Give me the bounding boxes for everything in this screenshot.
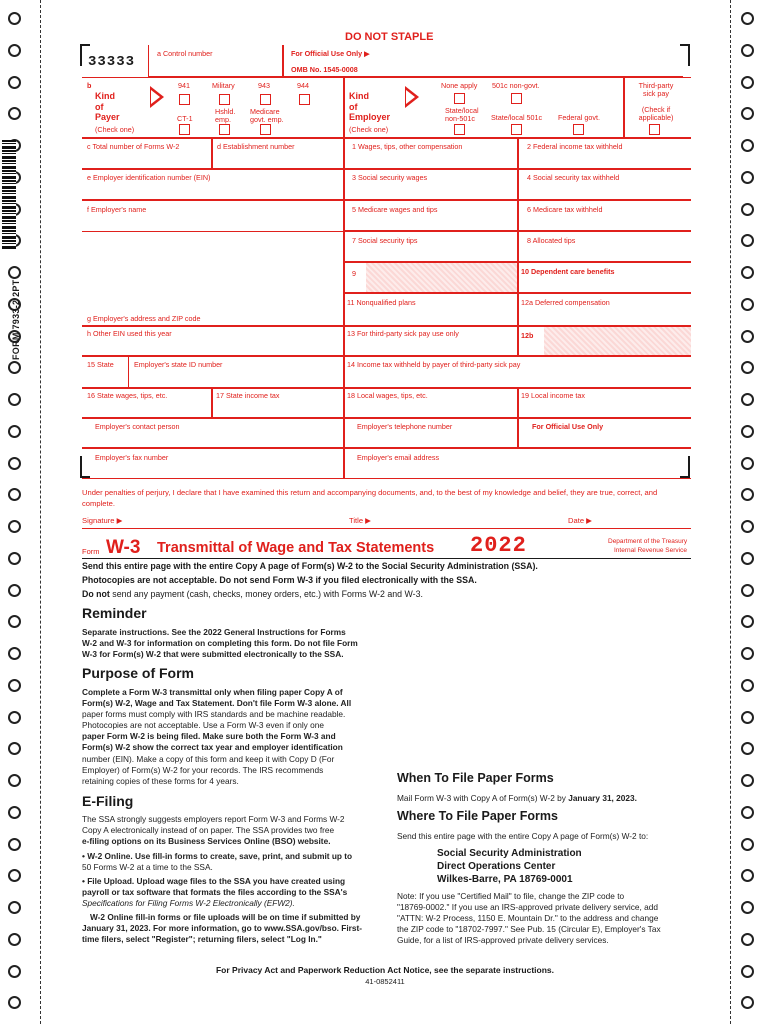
checkbox-state-non501c[interactable] [454,124,465,135]
instruction-line-1: Send this entire page with the entire Copy A page of Form(s) W-2 to the Social Security Administration (SSA). [82,561,538,571]
form-bottom-rule [82,478,691,479]
efiling-line: The SSA strongly suggests employers report Form W-3 and Forms W-2 [82,814,345,824]
emp-opt-state-501c: State/local 501c [491,113,543,122]
feed-hole [8,425,21,438]
checkbox-none-apply[interactable] [454,93,465,104]
feed-hole [741,520,754,533]
checkbox-third-party[interactable] [649,124,660,135]
kind-of-payer-label: Kind of Payer [95,91,120,122]
payer-code-hshld: Hshld. emp. [215,107,236,124]
efiling-closing-line: W-2 Online fill-in forms or file uploads will be on time if submitted by [90,912,361,922]
when-date: January 31, 2023. [568,793,637,803]
feed-hole [8,44,21,57]
instruction-line-3-text: send any payment (cash, checks, money orders, etc.) with Forms W-2 and W-3. [109,589,423,599]
feed-hole [8,742,21,755]
emp-opt-none: None apply [441,81,478,90]
form-year: 2022 [470,533,527,558]
instruction-line-2: Photocopies are not acceptable. Do not send Form W-3 if you filed electronically with the SSA. [82,575,477,585]
payer-code-medicare: Medicare govt. emp. [250,107,284,124]
efiling-closing [82,912,362,945]
checkbox-ct1[interactable] [179,124,190,135]
employer-check-one: (Check one) [349,125,389,134]
feed-hole [8,996,21,1009]
email-label: Employer's email address [357,453,440,462]
when-text-main: Mail Form W-3 with Copy A of Form(s) W-2 by [397,793,569,803]
box-15-label: 15 State [87,360,114,369]
official-use-label: For Official Use Only ▶ [291,49,370,58]
feed-hole [741,171,754,184]
box-h-label: h Other EIN used this year [87,329,172,338]
where-note [397,891,661,946]
emp-opt-federal: Federal govt. [558,113,600,122]
when-text [397,793,637,804]
feed-hole [8,552,21,565]
box-4-label: 4 Social security tax withheld [527,173,620,182]
address-line: Direct Operations Center [437,861,556,872]
checkbox-military[interactable] [219,94,230,105]
feed-hole [741,996,754,1009]
box-15-divider [128,356,129,388]
control-number-label: a Control number [157,49,213,58]
feed-hole [741,139,754,152]
reminder-line: W-2 and W-3 for information on completing this form. Do not file Form [82,638,358,649]
efiling-closing-line: January 31, 2023. For more information, go to www.SSA.gov/bso. First- [82,923,362,934]
purpose-heading: Purpose of Form [82,665,195,681]
ssa-address [437,847,582,886]
feed-hole [8,774,21,787]
do-not-staple: DO NOT STAPLE [345,31,434,43]
purpose-line: paper forms must comply with IRS standards and be machine readable. [82,709,346,720]
box-9-label: 9 [352,269,356,278]
payer-code-941: 941 [178,81,190,90]
efiling-text [82,814,345,847]
feed-hole [8,679,21,692]
third-party-note: (Check if applicable) [638,105,674,122]
feed-hole [741,552,754,565]
side-barcode [2,140,16,250]
feed-hole [8,647,21,660]
purpose-text [82,687,351,787]
signature-line[interactable] [82,528,691,529]
where-text: Send this entire page with the entire Copy A page of Form(s) W-2 to: [397,831,649,841]
payer-code-943: 943 [258,81,270,90]
box-18-label: 18 Local wages, tips, etc. [347,391,428,400]
note-line: Note: If you use "Certified Mail" to file, change the ZIP code to [397,891,625,901]
feed-hole [741,457,754,470]
feed-hole [741,393,754,406]
feed-hole [741,266,754,279]
feed-hole [741,488,754,501]
box-15-state-id-label: Employer's state ID number [134,360,223,369]
feed-hole [741,838,754,851]
feed-hole [741,679,754,692]
checkbox-941[interactable] [179,94,190,105]
box-f-divider [82,231,344,232]
address-line: Social Security Administration [437,848,582,859]
efiling-heading: E-Filing [82,793,134,809]
form-number: W-3 [106,537,141,558]
box-1-label: 1 Wages, tips, other compensation [352,142,463,151]
efiling-bullet-line: • W-2 Online. Use fill-in forms to create, save, print, and submit up to [82,851,353,861]
feed-hole [741,107,754,120]
box-c-label: c Total number of Forms W-2 [87,142,180,151]
feed-hole [8,933,21,946]
feed-hole [741,584,754,597]
signature-label: Signature ▶ [82,516,123,525]
box-19-label: 19 Local income tax [521,391,585,400]
right-perforation [730,0,731,1024]
where-heading: Where To File Paper Forms [397,809,558,823]
efiling-bullet-line: payroll or tax software that formats the files according to the SSA's [82,887,348,898]
title-rule [82,558,691,559]
feed-hole [8,76,21,89]
form-title: Transmittal of Wage and Tax Statements [157,540,435,556]
emp-opt-state-non501c: State/local non-501c [445,106,479,123]
box-5-label: 5 Medicare wages and tips [352,205,438,214]
omb-number: OMB No. 1545-0008 [291,65,358,74]
box-16-label: 16 State wages, tips, etc. [87,391,168,400]
feed-hole [8,107,21,120]
emp-opt-501c: 501c non-govt. [492,81,540,90]
purpose-line: Photocopies are not acceptable. Use a Form W-3 even if only one [82,720,324,731]
box-f-g[interactable] [82,200,344,326]
feed-hole [8,12,21,25]
feed-hole [741,298,754,311]
instruction-line-3-emph: Do not [82,589,110,599]
box-6-label: 6 Medicare tax withheld [527,205,603,214]
instruction-line-3 [82,589,423,599]
efiling-closing-line: time filers, select "Register"; returning filers, select "Log In." [82,934,322,945]
box-14-label: 14 Income tax withheld by payer of third-party sick pay [347,360,521,369]
checkbox-state-501c[interactable] [511,124,522,135]
feed-hole [8,584,21,597]
box-g-label: g Employer's address and ZIP code [87,314,201,323]
feed-hole [741,647,754,660]
reminder-text [82,627,358,660]
note-line: "18769-0002." If you use an IRS-approved private delivery service, add [397,902,658,913]
checkbox-944[interactable] [299,94,310,105]
box-b-letter: b [87,81,92,90]
payer-code-944: 944 [297,81,309,90]
form-word: Form [82,547,100,556]
feed-hole [741,742,754,755]
feed-hole [741,76,754,89]
box-12a-label: 12a Deferred compensation [521,298,610,307]
reminder-heading: Reminder [82,605,147,621]
feed-hole [8,615,21,628]
feed-hole [741,901,754,914]
title-label: Title ▶ [349,516,372,525]
right-feed-holes [741,0,761,1024]
feed-hole [8,488,21,501]
kind-of-employer-label: Kind of Employer [349,91,391,122]
efiling-bullet-2 [82,876,347,909]
box-11-label: 11 Nonqualified plans [347,298,416,307]
feed-hole [741,12,754,25]
efiling-line: Copy A electronically instead of on paper. The SSA provides two free [82,825,335,836]
efiling-bullet-line: Specifications for Filing Forms W-2 Electronically (EFW2). [82,898,295,909]
reminder-line: Separate instructions. See the 2022 General Instructions for Forms [82,627,346,637]
payer-code-ct1: CT-1 [177,114,193,123]
purpose-line: retaining copies of these forms for 4 years. [82,775,239,786]
efiling-bullet-1 [82,851,352,873]
feed-hole [8,806,21,819]
note-line: the ZIP code to "18702-7997." See Pub. 15 (Circular E), Employer's Tax [397,924,661,935]
box-17-label: 17 State income tax [216,391,280,400]
purpose-line: paper Form W-2 is being filed. Make sure both the Form W-3 and [82,731,336,742]
payer-check-one: (Check one) [95,125,135,134]
purpose-line: Employer) of Form(s) W-2 for your records. The IRS recommends [82,764,324,775]
feed-hole [741,425,754,438]
note-line: Guide, for a list of IRS-approved private delivery services. [397,935,609,946]
feed-hole [741,615,754,628]
feed-hole [8,838,21,851]
box-8-label: 8 Allocated tips [527,236,576,245]
feed-hole [741,933,754,946]
feed-hole [741,44,754,57]
feed-hole [8,869,21,882]
side-form-label: FORM 7933-2 2PT [11,279,21,360]
privacy-notice: For Privacy Act and Paperwork Reduction Act Notice, see the separate instructions. [215,965,555,975]
feed-hole [741,203,754,216]
box-10-label: 10 Dependent care benefits [521,267,615,276]
address-line: Wilkes-Barre, PA 18769-0001 [437,874,573,885]
checkbox-hshld[interactable] [219,124,230,135]
box-13-label: 13 For third-party sick pay use only [347,329,459,338]
checkbox-501c-nongovt[interactable] [511,93,522,104]
checkbox-medicare[interactable] [260,124,271,135]
irs-label: Internal Revenue Service [614,547,687,554]
feed-hole [8,361,21,374]
control-number-code: 33333 [88,54,136,70]
fax-label: Employer's fax number [95,453,169,462]
purpose-line: Form(s) W-2, Wage and Tax Statement. Don't file Form W-3 alone. All [82,698,352,709]
payer-arrow-icon [150,86,164,108]
purpose-line: number (EIN). Make a copy of this form and keep it with Copy D (For [82,753,335,764]
box-9 [344,262,518,293]
feed-hole [741,330,754,343]
efiling-bullet-line: • File Upload. Upload wage files to the SSA you have created using [82,876,346,886]
employer-arrow-icon [405,86,419,108]
box-2-label: 2 Federal income tax withheld [527,142,623,151]
feed-hole [8,457,21,470]
feed-hole [741,711,754,724]
box-e-label: e Employer identification number (EIN) [87,173,211,182]
contact-person-label: Employer's contact person [95,422,180,431]
perjury-statement: Under penalties of perjury, I declare that I have examined this return and accompanying documents, and, to the best of my knowledge and belief, they are true, correct, and complete. [82,488,658,508]
box-3-label: 3 Social security wages [352,173,428,182]
box-7-label: 7 Social security tips [352,236,418,245]
feed-hole [741,869,754,882]
third-party-label: Third-party sick pay [638,81,674,98]
payer-code-military: Military [212,81,235,90]
telephone-label: Employer's telephone number [357,422,453,431]
box-12b-label: 12b [521,331,534,340]
checkbox-federal-govt[interactable] [573,124,584,135]
box-d-label: d Establishment number [217,142,295,151]
date-label: Date ▶ [568,516,592,525]
purpose-line: Form(s) W-2 show the correct tax year and employer identification [82,742,343,753]
feed-hole [741,806,754,819]
dept-treasury: Department of the Treasury [608,538,688,545]
feed-hole [8,711,21,724]
catalog-number: 41-0852411 [365,977,405,986]
note-line: "ATTN: W-2 Process, 1150 E. Mountain Dr." to the address and change [397,913,659,924]
official-use-2-label: For Official Use Only [532,422,604,431]
efiling-line: e-filing options on its Business Services Online (BSO) website. [82,836,331,847]
efiling-bullet-line: 50 Forms W-2 at a time to the SSA. [82,862,213,873]
feed-hole [741,234,754,247]
box-f-label: f Employer's name [87,205,147,214]
left-perforation [40,0,41,1024]
purpose-line: Complete a Form W-3 transmittal only when filing paper Copy A of [82,687,343,697]
feed-hole [8,393,21,406]
feed-hole [741,774,754,787]
when-heading: When To File Paper Forms [397,771,554,785]
feed-hole [741,361,754,374]
feed-hole [8,901,21,914]
reminder-line: W-3 for Form(s) W-2 that were submitted electronically to the SSA. [82,649,344,660]
checkbox-943[interactable] [260,94,271,105]
feed-hole [8,520,21,533]
